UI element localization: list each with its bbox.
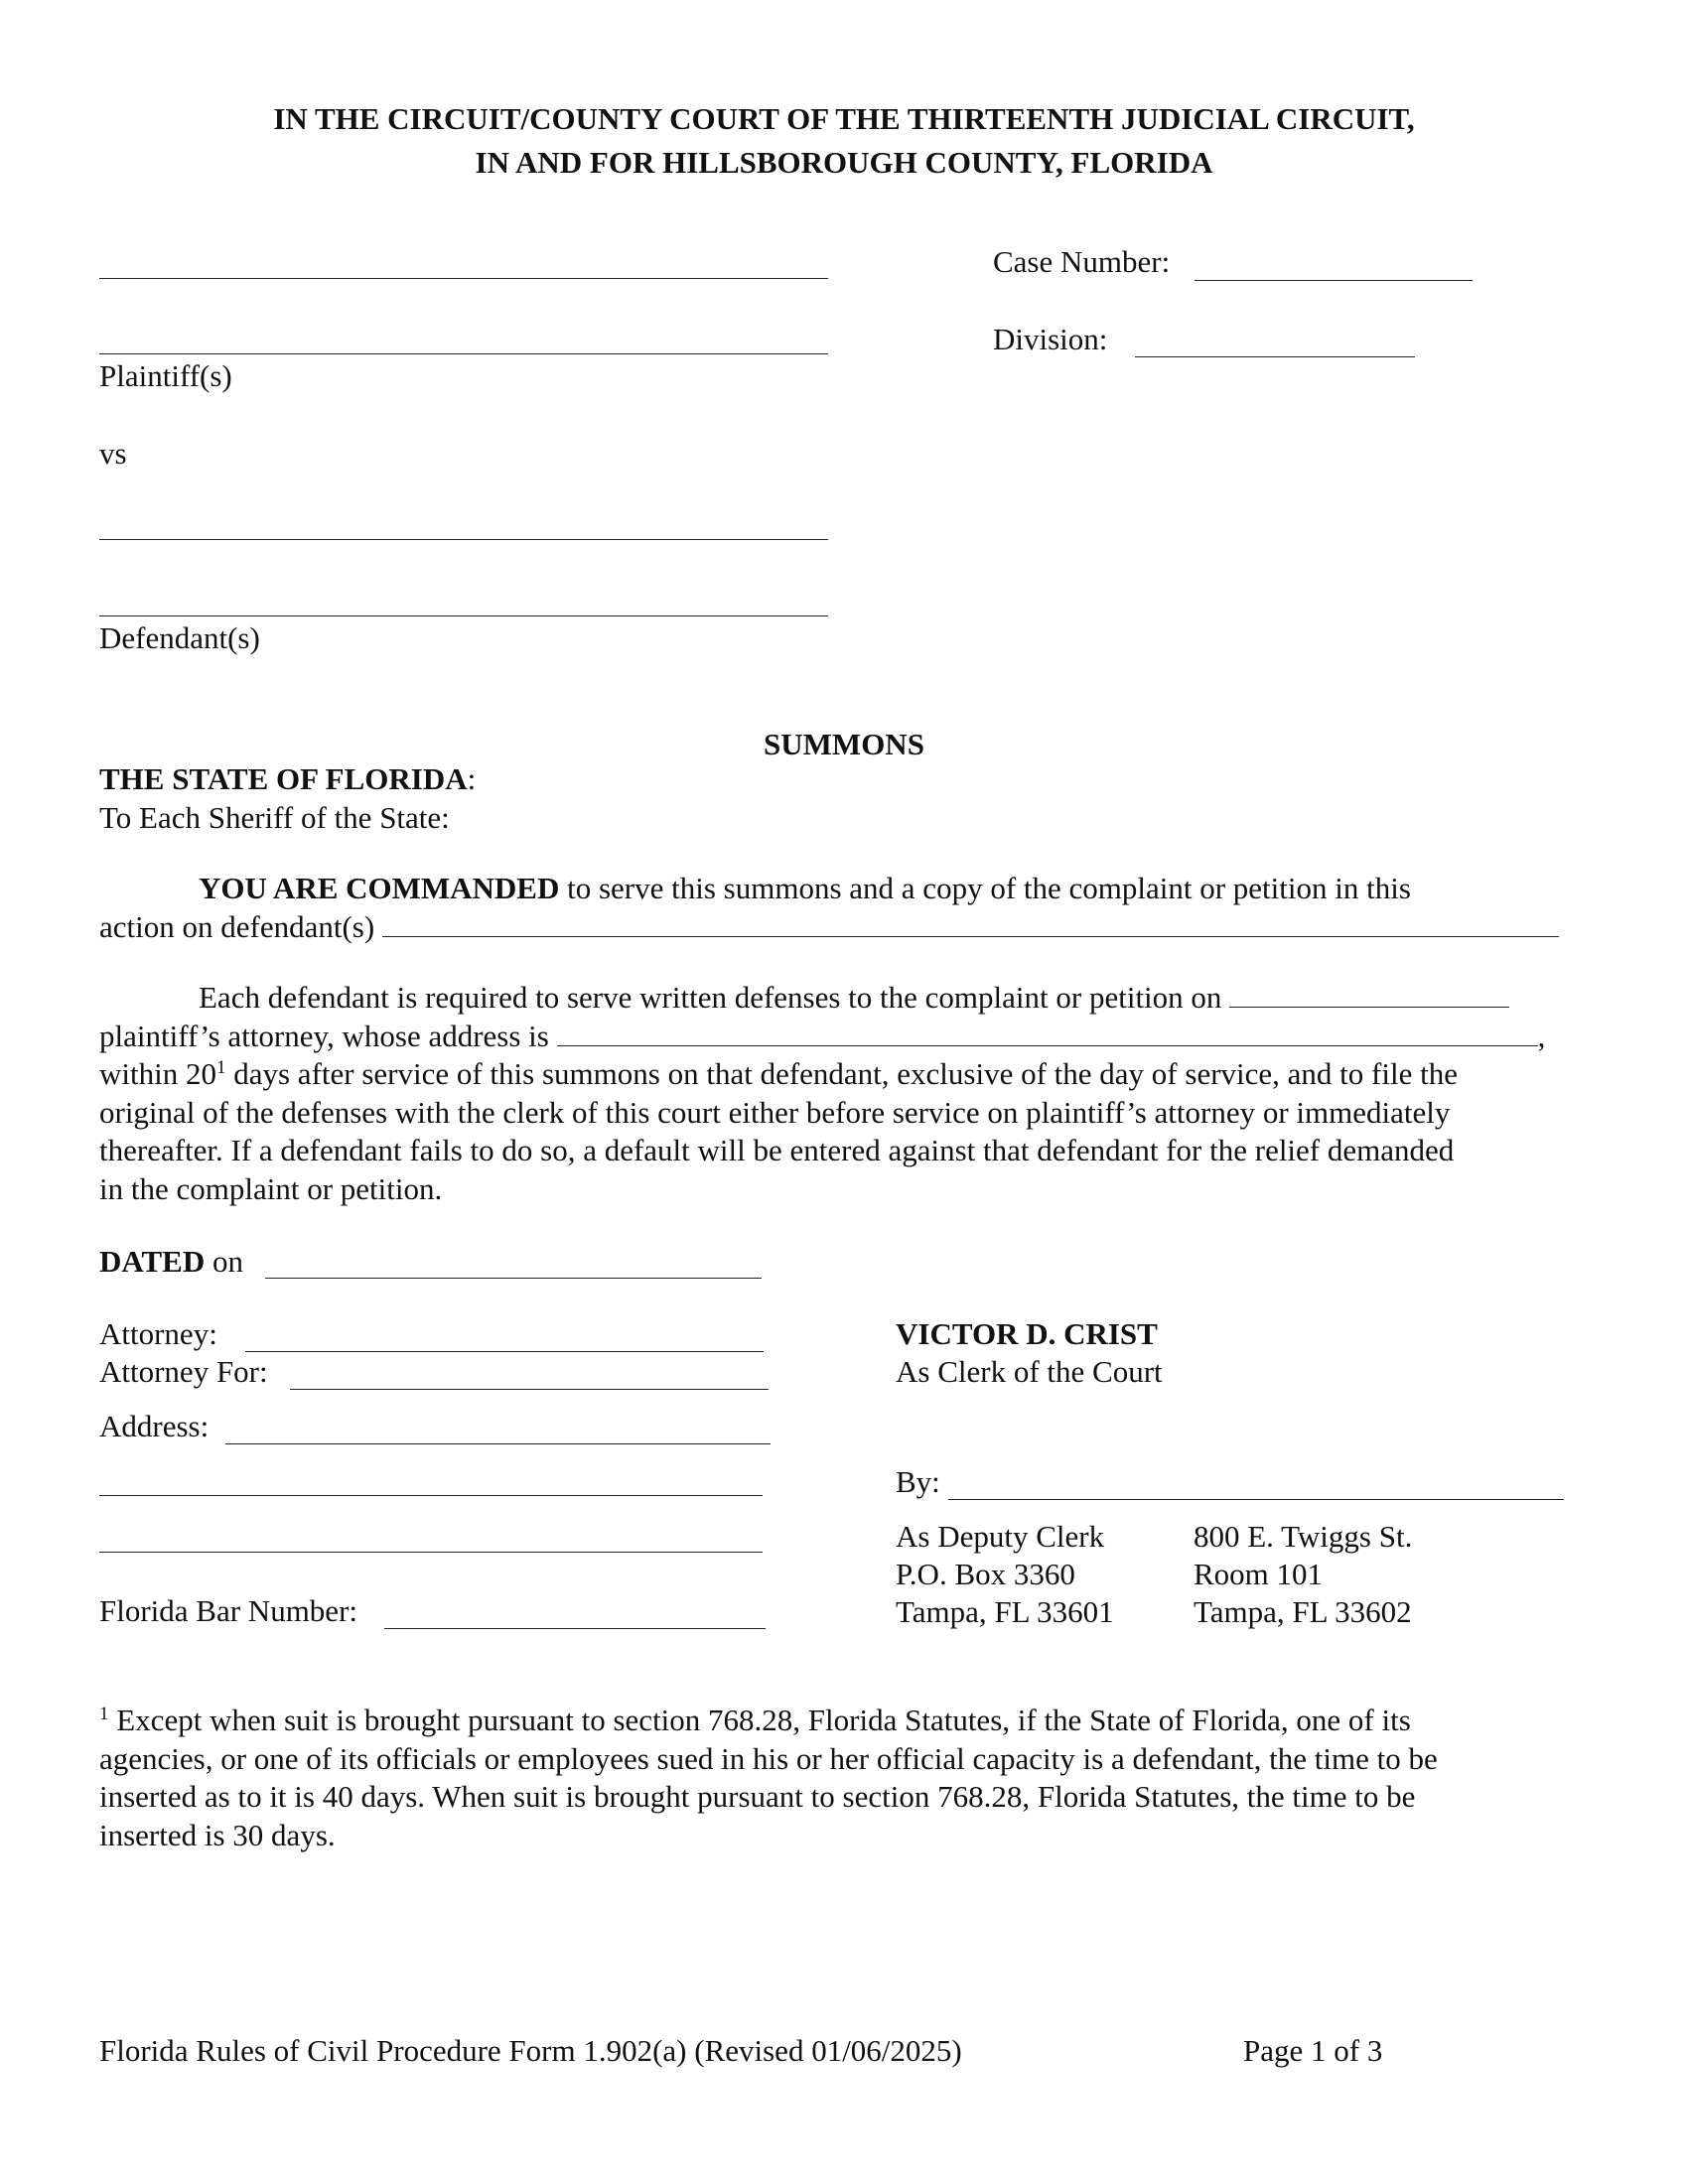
case-number-label: Case Number: xyxy=(993,244,1171,279)
attorney-for-label: Attorney For: xyxy=(99,1354,268,1389)
dated-field[interactable] xyxy=(265,1278,762,1279)
defenses-line-3a: within 20 xyxy=(99,1056,216,1091)
clerk-name: VICTOR D. CRIST xyxy=(896,1316,1158,1351)
defendant-names-field[interactable] xyxy=(382,910,1559,937)
defenses-line-6: in the complaint or petition. xyxy=(99,1170,443,1206)
clerk-city-1: Tampa, FL 33601 xyxy=(896,1594,1114,1629)
commanded-paragraph xyxy=(99,870,1589,946)
commanded-rest: to serve this summons and a copy of the complaint or petition in this xyxy=(559,871,1411,905)
vs-label: vs xyxy=(99,436,127,471)
attorney-address-field[interactable] xyxy=(557,1020,1538,1046)
clerk-city-2: Tampa, FL 33602 xyxy=(1194,1594,1412,1629)
division-field[interactable] xyxy=(1135,356,1415,357)
po-box: P.O. Box 3360 xyxy=(896,1557,1075,1591)
bar-number-label: Florida Bar Number: xyxy=(99,1593,358,1628)
dated-on: on xyxy=(205,1244,243,1279)
to-sheriff-text: To Each Sheriff of the State: xyxy=(99,800,450,835)
defenses-paragraph xyxy=(99,979,1589,1208)
footnote-line-3: inserted as to it is 40 days. When suit is brought pursuant to section 768.28, Florida Statutes, the time to be xyxy=(99,1779,1416,1814)
form-label: Florida Rules of Civil Procedure Form 1.902(a) (Revised 01/06/2025) xyxy=(99,2033,962,2068)
attorney-label: Attorney: xyxy=(99,1316,217,1351)
defenses-line-2: plaintiff’s attorney, whose address is xyxy=(99,1018,549,1053)
dated-label xyxy=(99,1244,243,1280)
deputy-signature-field[interactable] xyxy=(948,1499,1564,1500)
state-heading xyxy=(99,761,476,797)
defenses-line-3b: days after service of this summons on that defendant, exclusive of the day of service, and to file the xyxy=(225,1056,1458,1091)
defenses-line-4: original of the defenses with the clerk of this court either before service on plaintiff’s attorney or immediately xyxy=(99,1094,1451,1130)
clerk-title: As Clerk of the Court xyxy=(896,1354,1163,1389)
defenses-comma: , xyxy=(1537,1018,1546,1053)
division-label: Division: xyxy=(993,322,1108,356)
commanded-bold: YOU ARE COMMANDED xyxy=(199,871,560,905)
bar-number-field[interactable] xyxy=(384,1628,766,1629)
footnote-line-1: Except when suit is brought pursuant to section 768.28, Florida Statutes, if the State of Florida, one of its xyxy=(108,1703,1411,1737)
plaintiff-line-2[interactable] xyxy=(99,353,828,354)
case-number-field[interactable] xyxy=(1195,280,1473,281)
defendant-line-1[interactable] xyxy=(99,539,828,540)
state-heading-colon: : xyxy=(467,761,477,796)
plaintiff-label: Plaintiff(s) xyxy=(99,358,232,393)
plaintiff-attorney-field[interactable] xyxy=(1229,981,1509,1008)
attorney-field[interactable] xyxy=(245,1351,764,1352)
clerk-street: 800 E. Twiggs St. xyxy=(1194,1519,1413,1554)
deputy-clerk-label: As Deputy Clerk xyxy=(896,1519,1105,1554)
court-header-line-1: IN THE CIRCUIT/COUNTY COURT OF THE THIRTEENTH JUDICIAL CIRCUIT, xyxy=(273,101,1415,136)
defendant-line-2[interactable] xyxy=(99,615,828,616)
action-on-label: action on defendant(s) xyxy=(99,908,375,944)
summons-title: SUMMONS xyxy=(764,727,924,761)
address-field-2[interactable] xyxy=(99,1495,763,1496)
footnote xyxy=(99,1702,1589,1854)
court-header-line-2: IN AND FOR HILLSBOROUGH COUNTY, FLORIDA xyxy=(475,145,1213,180)
footnote-reference: 1 xyxy=(215,1057,226,1078)
footnote-line-4: inserted is 30 days. xyxy=(99,1817,336,1852)
footnote-line-2: agencies, or one of its officials or employees sued in his or her official capacity is a defendant, the time to be xyxy=(99,1740,1438,1776)
plaintiff-line-1[interactable] xyxy=(99,278,828,279)
dated-bold: DATED xyxy=(99,1244,206,1279)
footnote-mark: 1 xyxy=(99,1704,109,1724)
defenses-line-5: thereafter. If a defendant fails to do so, a default will be entered against that defendant for the relief demanded xyxy=(99,1133,1455,1167)
defendant-label: Defendant(s) xyxy=(99,620,260,655)
address-label: Address: xyxy=(99,1409,210,1443)
defenses-line-1: Each defendant is required to serve written defenses to the complaint or petition on xyxy=(199,980,1222,1015)
page-label: Page 1 of 3 xyxy=(1243,2033,1383,2068)
state-heading-text: THE STATE OF FLORIDA xyxy=(99,761,468,796)
address-field-1[interactable] xyxy=(225,1443,771,1444)
clerk-room: Room 101 xyxy=(1194,1557,1324,1591)
address-field-3[interactable] xyxy=(99,1552,763,1553)
attorney-for-field[interactable] xyxy=(290,1389,769,1390)
by-label: By: xyxy=(896,1464,940,1499)
